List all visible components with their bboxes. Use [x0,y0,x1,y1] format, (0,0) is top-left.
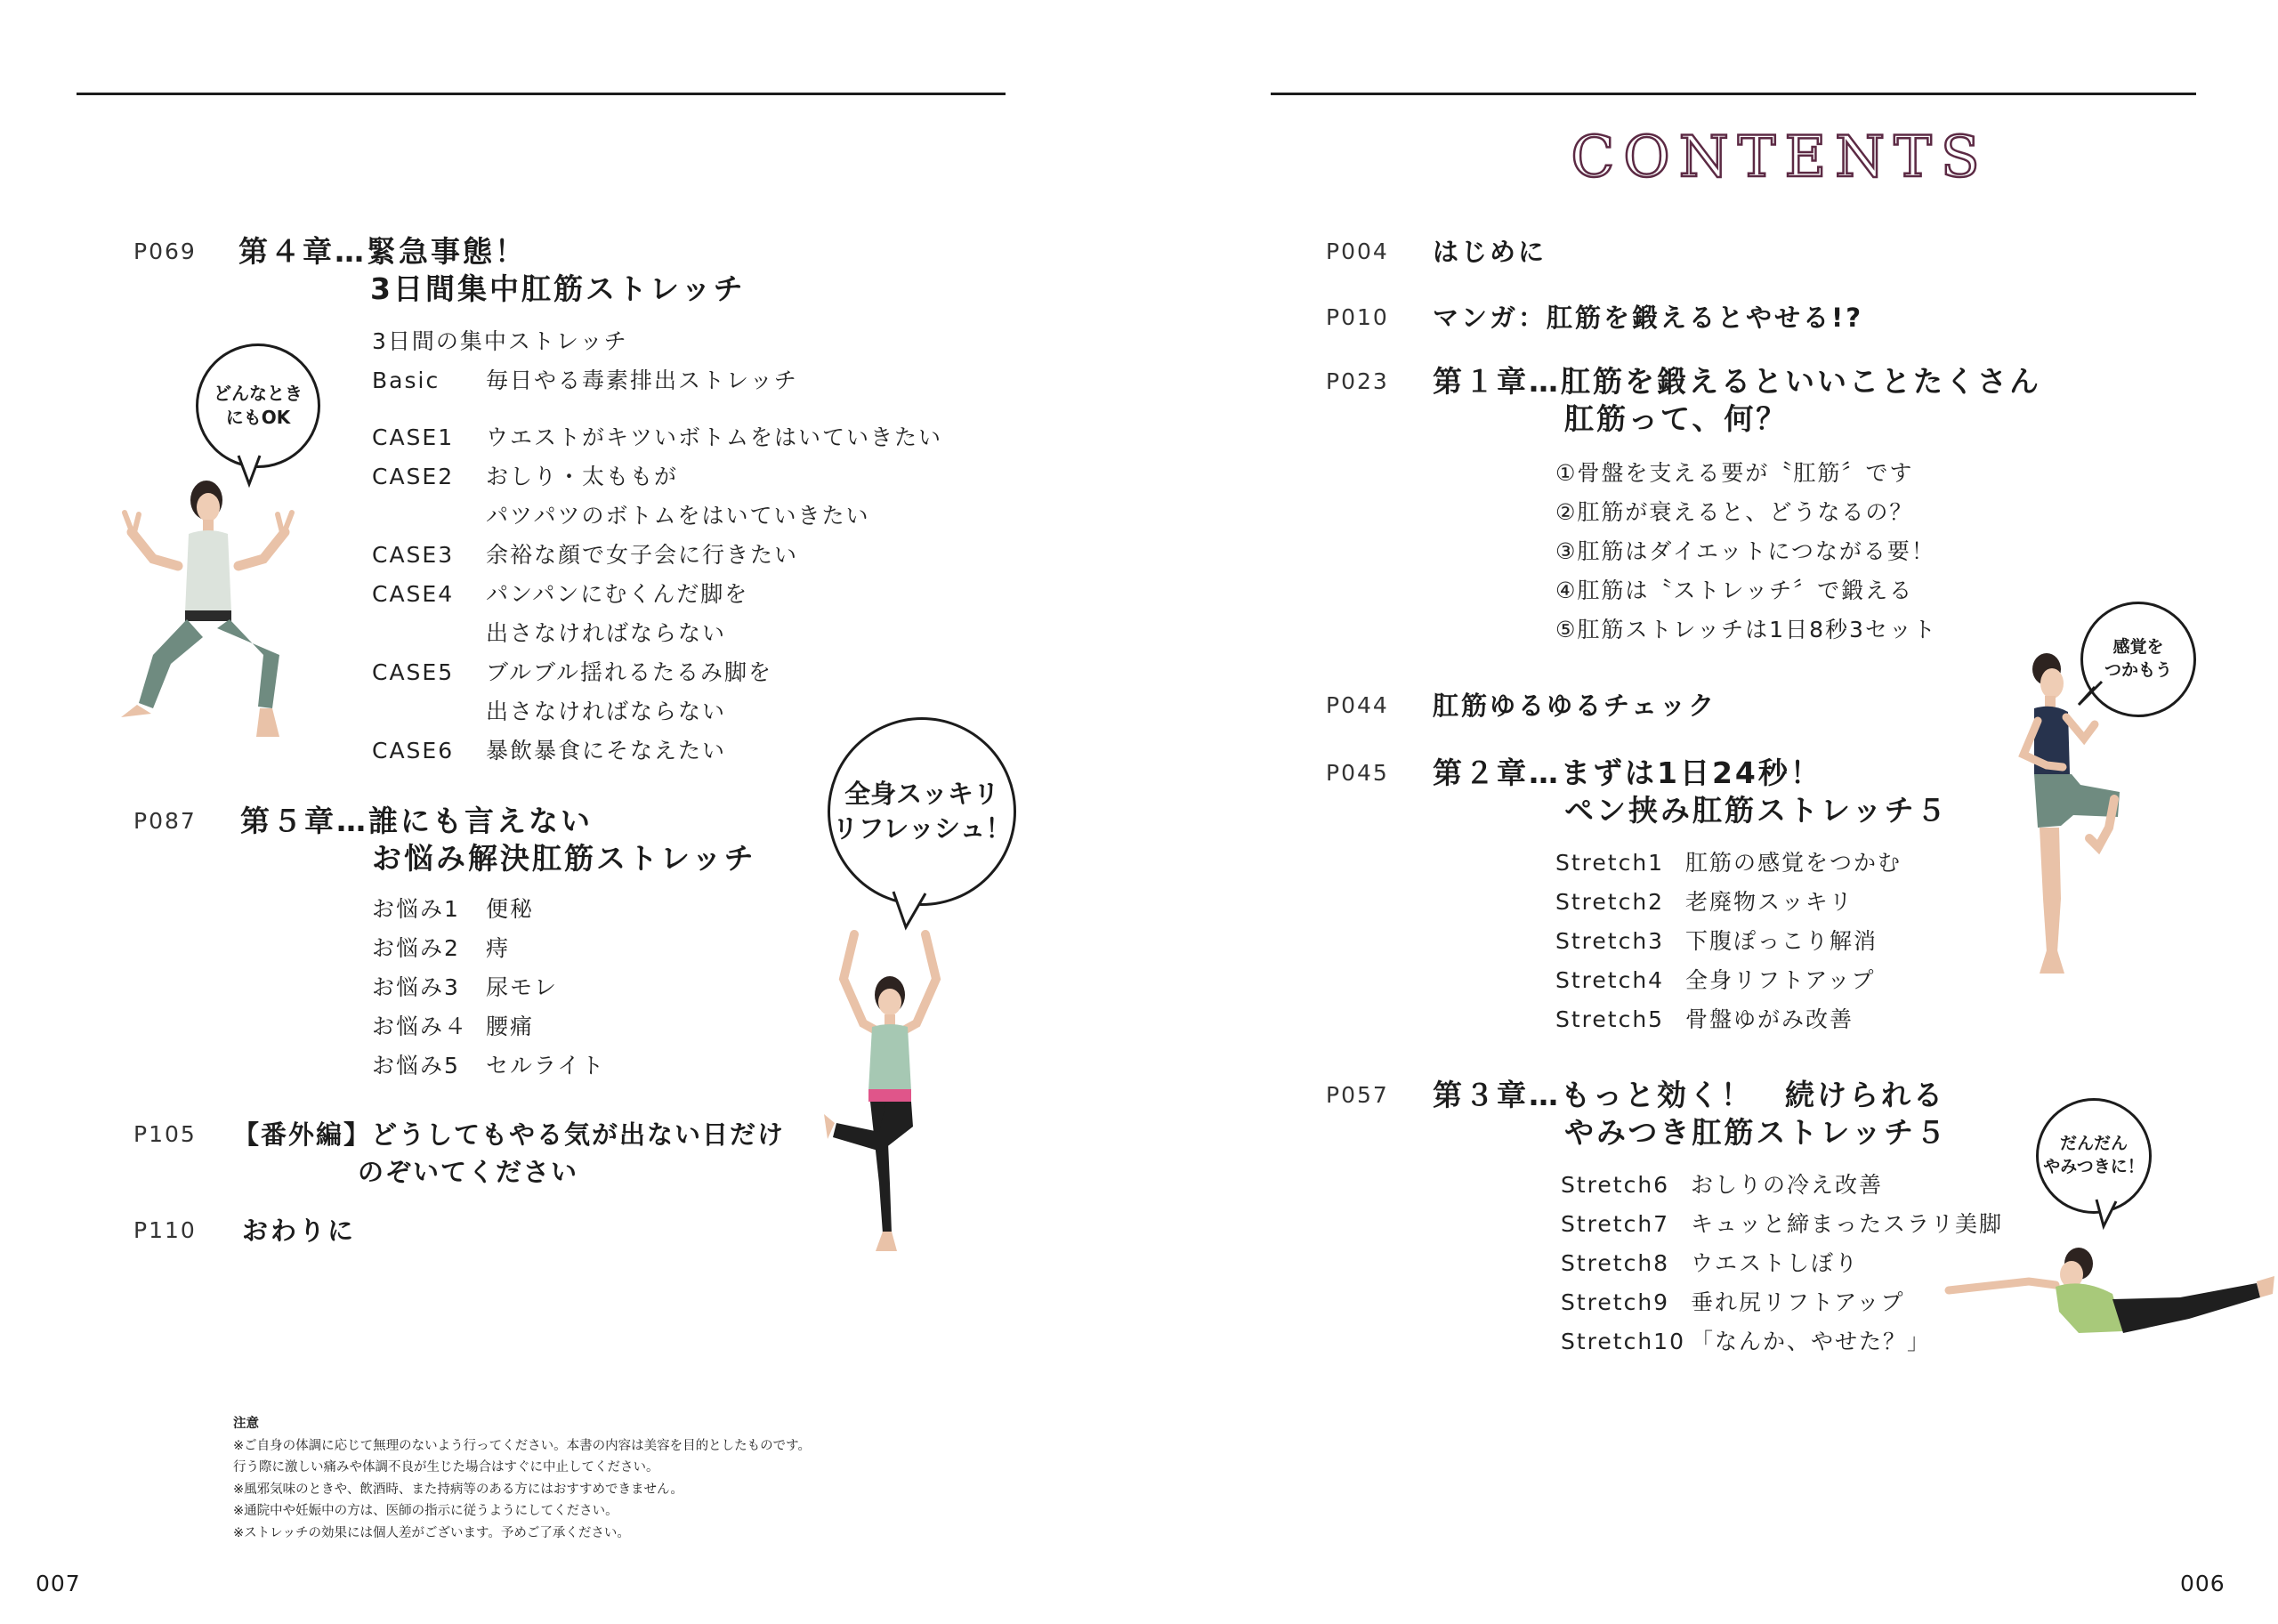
chapter5-item[interactable]: お悩み5 セルライト [372,1053,606,1079]
caution-line: ※風邪気味のときや、飲酒時、また持病等のある方にはおすすめできません。 [233,1482,683,1497]
chapter3-item[interactable]: Stretch7 キュッと締まったスラリ美脚 [1561,1211,2004,1237]
chapter4-item[interactable]: CASE6 暴飲暴食にそなえたい [372,738,727,764]
chapter5-item[interactable]: お悩み1 便秘 [372,896,535,922]
chapter2-entry[interactable] [1326,755,1949,844]
caution-notes [233,1413,811,1544]
caution-line: ※通院中や妊娠中の方は、医師の指示に従うようにしてください。 [233,1504,618,1518]
page-number: P004 [1326,238,1389,264]
extra-title: 【番外編】どうしてもやる気が出ない日だけ のぞいてください [233,1119,786,1187]
chapter2-item[interactable]: Stretch5 骨盤ゆがみ改善 [1555,1006,1854,1032]
chapter2-item[interactable]: Stretch1 肛筋の感覚をつかむ [1555,850,1902,876]
speech-bubble: どんなとき にもOK [196,343,320,468]
chapter1-item[interactable]: ③肛筋はダイエットにつながる要！ [1555,538,1935,564]
page-number: P087 [133,808,197,834]
chapter2-item[interactable]: Stretch3 下腹ぽっこり解消 [1555,928,1878,954]
chapter1-item[interactable]: ④肛筋は〝ストレッチ〞で鍛える [1555,578,1914,603]
woman-squat-figure [89,481,320,747]
page-number: P069 [133,238,197,264]
page-folio: 006 [2180,1571,2225,1596]
page-number: P023 [1326,368,1389,394]
speech-bubble-tail [2093,1198,2125,1230]
chapter1-entry[interactable] [1326,363,2127,452]
page-number: P105 [133,1121,197,1147]
chapter4-item[interactable]: パツパツのボトムをはいていきたい [486,503,870,529]
caution-title: 注意 [233,1417,259,1431]
chapter3-item[interactable]: Stretch8 ウエストしぼり [1561,1250,1860,1276]
manga-entry[interactable] [1326,299,1949,342]
page-number: P044 [1326,692,1389,718]
chapter2-title: 第２章…まずは1日24秒！ ペン挟み肛筋ストレッチ５ [1433,755,1949,828]
caution-line: ※ストレッチの効果には個人差がございます。予めご了承ください。 [233,1525,630,1540]
check-title: 肛筋ゆるゆるチェック [1433,691,1717,721]
top-rule [1271,93,2196,95]
woman-tree-pose-figure [801,925,979,1255]
chapter4-title: 第４章…緊急事態！ 3日間集中肛筋ストレッチ [238,234,746,306]
chapter4-item[interactable]: 出さなければならない [486,620,727,646]
speech-bubble: 全身スッキリ リフレッシュ！ [828,717,1016,906]
woman-prone-stretch-figure [1922,1228,2278,1353]
contents-title: CONTENTS [1571,125,1989,190]
chapter4-item[interactable]: CASE2 おしり・太ももが [372,464,679,489]
chapter4-item[interactable]: CASE1 ウエストがキツいボトムをはいていきたい [372,424,943,450]
page-number: P110 [133,1217,197,1243]
speech-bubble: 感覚を つかもう [2080,602,2196,717]
chapter3-title: 第３章…もっと効く！ 続けられる やみつき肛筋ストレッチ５ [1433,1078,1949,1150]
top-rule [77,93,1006,95]
woman-knee-raise-figure [1984,650,2136,1006]
chapter4-item[interactable]: CASE5 ブルブル揺れるたるみ脚を [372,659,773,685]
chapter3-item[interactable]: Stretch10 「なんか、やせた？」 [1561,1329,1932,1354]
chapter4-item[interactable]: Basic 毎日やる毒素排出ストレッチ [372,368,798,393]
chapter1-item[interactable]: ①骨盤を支える要が〝肛筋〞です [1555,460,1914,486]
chapter2-item[interactable]: Stretch2 老廃物スッキリ [1555,889,1854,915]
intro-entry[interactable] [1326,233,1860,276]
chapter5-title: 第５章…誰にも言えない お悩み解決肛筋ストレッチ [240,804,756,876]
chapter3-item[interactable]: Stretch9 垂れ尻リフトアップ [1561,1289,1905,1315]
chapter2-item[interactable]: Stretch4 全身リフトアップ [1555,967,1876,993]
speech-bubble: だんだん やみつきに！ [2036,1098,2152,1214]
page-number: P010 [1326,304,1389,330]
chapter5-item[interactable]: お悩み3 尿モレ [372,974,559,1000]
intro-title: はじめに [1433,237,1547,267]
chapter3-item[interactable]: Stretch6 おしりの冷え改善 [1561,1172,1884,1198]
page-folio: 007 [36,1571,81,1596]
ending-entry[interactable] [133,1212,489,1256]
chapter4-item[interactable]: 3日間の集中ストレッチ [372,328,628,354]
manga-title: マンガ：肛筋を鍛えるとやせる!? [1433,303,1864,333]
chapter5-item[interactable]: お悩み2 痔 [372,935,511,961]
chapter1-title: 第１章…肛筋を鍛えるといいことたくさん 肛筋って、何？ [1433,364,2041,436]
check-entry[interactable] [1326,687,1860,730]
chapter1-item[interactable]: ⑤肛筋ストレッチは1日8秒3セット [1555,617,1937,642]
ending-title: おわりに [242,1216,357,1246]
page-number: P057 [1326,1082,1389,1108]
chapter4-item[interactable]: CASE4 パンパンにむくんだ脚を [372,581,749,607]
chapter5-item[interactable]: お悩み４ 腰痛 [372,1014,535,1039]
chapter4-item[interactable]: CASE3 余裕な顔で女子会に行きたい [372,542,799,568]
right-page [1139,0,2278,1624]
chapter3-entry[interactable] [1326,1077,1949,1166]
caution-line: ※ご自身の体調に応じて無理のないよう行ってください。本書の内容は美容を目的としたものです。 [233,1438,811,1453]
chapter4-item[interactable]: 出さなければならない [486,699,727,724]
chapter5-entry[interactable] [133,803,810,892]
page-number: P045 [1326,760,1389,786]
extra-entry[interactable] [133,1116,810,1196]
caution-line: 行う際に激しい痛みや体調不良が生じた場合はすぐに中止してください。 [233,1460,659,1475]
chapter1-item[interactable]: ②肛筋が衰えると、どうなるの？ [1555,499,1914,525]
